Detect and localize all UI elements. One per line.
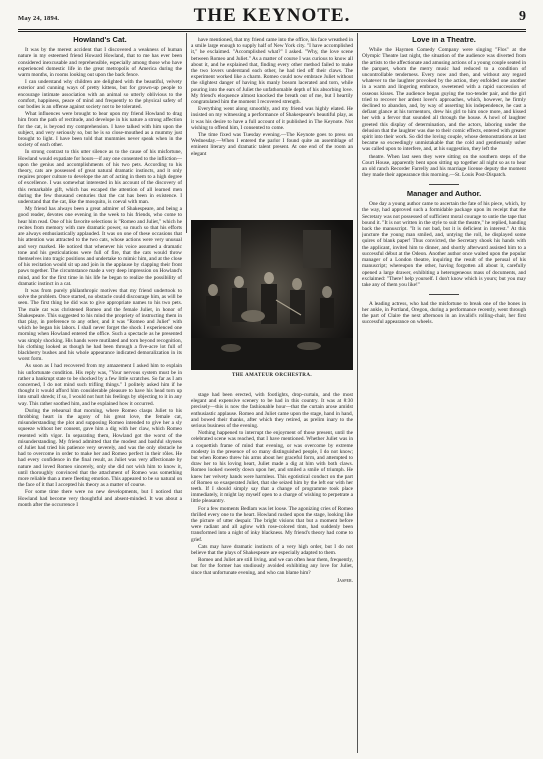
paragraph: The time fixed was Tuesday evening.—The Keynote goes to press on Wednesday.—When I entered the parlor I found quite an assemblage of eminent literary and dramatic talent present. At one end of the room an elegant [191,132,353,157]
paragraph: In strong contrast to this utter silence as to the cause of his misfortune, Howland would expatiate for hours—if any one consented to the infliction—upon the genius and accomplishments of his two pets. According to his theory, cats are possessed of great natural dramatic instincts, and it only requires proper culture to develope the art of acting in them to a high degree of excellence. I was somewhat interested in his account of the discovery of this remarkable gift, which has escaped the attention of all learned men during the few thousand centuries that the cat has been in existence. I understand that the cat, like the mosquito, is coeval with man. [18,149,182,206]
article-heading: Manager and Author. [406,189,482,199]
issue-date: May 24, 1894. [18,15,60,22]
paragraph: theatre. When last seen they were sitting on the southern steps of the Court House, apparently bent upon sitting up together all night so as to hear an old ranch Recorder Farrelly and his marriage license deputy the moment they made their appearance this morning.—St. Louis Post-Dispatch. [362,153,526,179]
section-separator [429,184,459,185]
paragraph: A leading actress, who had the misfortune to break one of the bones in her ankle, in Portland, Oregon, during a performance recently, went through the part of Claire the next afternoon in an invalid's rolling-chair, her first successful appearance on wheels. [362,300,526,326]
article-heading: Love in a Theatre. [412,37,476,44]
paragraph: While the Haymen Comedy Company were singing "Flos" at the Olympic Theatre last night, the situation of the audience was diverted from the artists to the affectionate and amusing actions of a young couple seated in the parquet, whom the merry music had reduced to a condition of uncontrollable tenderness. Every now and then, and without any regard whatever to the laughter provoked by the action, they enfolded one another in a warm and lingering embrace, sweetened with a rapid succession of osseous kisses. The audience began guying the too-tender pair, and the girl tried to recover her ardent lover's approaches, which, however, he firmly declined to abandon, and, by way of asserting his independence, he cast a defiant glance at his tormentors, drew his girl to him once more, and kissed her with a fervor that sounded all through the house. A howl of laughter greeted this display of determination, and the actors, laboring under the delusion that the laughter was due to their comic effects, entered with greater spirit into their work. So did the loving couple, whose demonstrations at last became so exceedingly unmistakable that the cold and gentlemanly usher was called upon to interfere, and, at his suggestion, they left the [362,47,526,153]
article-howlands-cat [18,37,182,755]
paragraph: For a few moments Bedlam was let loose. The agonizing cries of Romeo thrilled every one to the heart. Howland rushed upon the stage, looking like the picture of utter despair. The bright visions that but a moment before were radiant and all aglow with rose-colored tints, had suddenly been transformed into a night of inky blackness. My friend's theory had come to grief. [191,505,353,543]
paragraph: It was from purely philanthropic motives that my friend undertook to solve the problem. Once started, no obstacle could discourage him, as will be seen. The first thing he did was to give appropriate names to his two pets. The male cat was christened Romeo and the female Juliet, in honor of Shakespeare. This suggested to his mind the propriety of instructing them in that play, in preference to any other, and it was "Romeo and Juliet" with which he began his labors. I shall never forget the shock I experienced one morning when Howland entered the office. Such a spectacle as he presented was simply shocking. His hands were mutilated and torn beyond recognition, his clothing looked as though he had been through a five-acre lot full of blackberry bushes and his whole appearance indicated demoralization in its worst form. [18,287,182,363]
paragraph: For some time there were no new developments, but I noticed that Howland had become very thoughtful and absent-minded. It was about a month after the occurrence I [18,489,182,508]
column-divider [357,33,358,753]
paragraph: What influences were brought to bear upon my friend Howland to drag him from the path of rectitude, and develope in his nature a strong affection for the cat, is beyond my comprehension. I have talked with him upon the subject, and very seriously so, but he is so close-mouthed as a mummy just brought to light. I have been told that mummies never speak when in the society of each other. [18,111,182,149]
paragraph: As soon as I had recovered from my amazement I asked him to explain his unfortunate condition. His reply was, "Your nervous system must be in rather a bankrupt state to be shocked by a few little scratches. So far as I am concerned, I do not mind such trifling things." I politely asked him if he thought it would afford him considerable pleasure to have his head torn up into small shreds; if so, I would not hurt his feelings by objecting to it in any way. This rather soothed him, and he explained how it occurred. [18,363,182,407]
paragraph: Nothing happened to interrupt the enjoyment of those present, until the celebrated scene was reached, that I have mentioned. Whether Juliet was in a coquettish frame of mind that evening, or was overcome by extreme modesty in the presence of so many distinguished people, I do not know; but when Romeo threw his arms about her graceful form, and attempted to draw her to his loving heart, Juliet made a dig at him with both claws. Romeo looked sweetly down upon her, and smiled a smile of triumph. He knew her velvety hands were harmless. This egotistical conduct on the part of Romeo so exasperated Juliet, that she seized him by the left ear with her teeth. If I should simply say that a change of programme took place immediately, it might lay myself open to a charge of wishing to perpetrate a little pleasantry. [191,430,353,505]
column-divider [186,33,187,233]
paragraph: One day a young author came to ascertain the fate of his piece, which, by the way, had approved such a formidable package upon its receipt that the Secretary was not possessed of sufficient moral courage to untie the tape that bound it. "It is not written in the style to suit the theatre," he replied, handing back the manuscript. "It is not bad, but it is deficient in interest." At this juncture the young man smiled, and, untying the roll, he displayed some quires of blank paper! Thus convicted, the Secretary shook his hands with the applicant, invited him to dinner, and shortly afterward assisted him to a successful début at the Odeon. Another author once waited upon the popular manager of a London theatre, inquiring the result of the perusal of his manuscript; whereupon the other, having forgotten all about it, carefully opened a large drawer, exhibiting a heterogeneous mass of documents, and exclaimed: "There! help yourself. I don't know which is yours; but you may take any of them you like!" [362,201,526,288]
article-heading: Howland's Cat. [73,37,127,44]
article-continuation-top [191,37,353,217]
header-rule-thin [18,31,526,32]
photo-caption: THE AMATEUR ORCHESTRA. [232,373,312,378]
paragraph: My friend has always been a great admirer of Shakespeare, and being a good reader, devotes one evening in the week to his friends, who come to hear him read. One of his favorite selections is "Romeo and Juliet," which he recites from memory with rare dramatic power, so much so that his efforts are always enthusiastically applauded. It was on one of these occasions that his attention was attracted to the two cats, whose actions were very unusual and very marked. He noticed that whenever his voice assumed a dramatic tone and his gesticulations were full of fire, that the cats would throw themselves into tragic positions and undertake to mimic him, and at the close of his recitation would sit up and join in the applause by clapping their front paws together. The circumstance made a very deep impression on Howland's mind, and for the first time in his life he began to realize the possibility of dramatic instinct in a cat. [18,206,182,287]
page-number: 9 [519,9,526,24]
header-rule [18,29,526,30]
orchestra-photo [191,220,353,370]
paragraph: have mentioned, that my friend came into the office, his face wreathed in a smile large enough to supply half of New York city. "I have accomplished it," he exclaimed. "Accomplished what?" I asked. "Why, the love scene between Romeo and Juliet." As a matter of course I was curious to know all about it, and he explained that, finding every other method failed to make the two lovers understand each other, he had tied off their claws. The experiment worked like a charm. Romeo could now embrace Juliet without the slightest danger of having his manly bosom lacerated and torn, while pouring into the ears of Juliet the unfathomable depth of his absorbing love. My friend's eloquence almost knocked the breath out of me, but I heartily congratulated him the moment I recovered strength. [191,37,353,106]
masthead [18,5,526,29]
paragraph: Everything went along smoothly, and my friend was highly elated. He insisted on my witnessing a performance of Shakespeare's beautiful play, as it was his desire to have a full account of it published in The Keynote. Not wishing to offend him, I consented to come. [191,106,353,131]
paragraph: It was by the merest accident that I discovered a weakness of human nature in my esteemed friend Howard Howland, that to me has ever been considered inexcusable and reprehensible, especially among those who have experienced domestic life in the great metropolis of America during the warm months, in rooms looking out upon the back fence. [18,47,182,79]
paragraph: During the rehearsal that morning, where Romeo clasps Juliet to his throbbing heart in the agony of his great love, the female cat, misunderstanding the plot and supposing Romeo intended to give her a sly squeeze without her consent, gave him a dig with her claw, which Romeo resented with vigor. In separating them, Howland got the worst of the misunderstanding. My friend admitted that the modest and bashful shyness of Juliet had tried his patience very severely, and was the only obstacle he had to overcome in order to make her and Romeo perfect in their rôles. He had every confidence in the final result, as Juliet was very affectionate by nature and loved Romeo sincerely, only she did not wish him to know it, until thoroughly convinced that the attachment of Romeo was something more reliable than a mere fleeting emotion. This appeared to be so natural on the face of it that I accepted his theory as a matter of course. [18,407,182,489]
author-signature: Jasper. [337,577,353,584]
publication-title: THE KEYNOTE. [193,5,351,26]
orchestra-photo-graphic [191,220,353,370]
photo-figure [191,220,353,388]
section-separator [429,294,459,295]
paragraph: stage had been erected, with footlights, drop-curtain, and the most elegant and expensive scenery to be had in this country. It was at 8:30 precisely—this is now the fashionable hour—that the curtain arose amidst enthusiastic applause. Romeo and Juliet came upon the stage, hand in hand, and bowed their thanks, after which they retired, as prelim inary to the serious business of the evening. [191,392,353,430]
paragraph: Cats may have dramatic instincts of a very high order, but I do not believe that the plays of Shakespeare are especially adapted to them. [191,543,353,557]
paragraph: I can understand why children are delighted with the beautiful, velvety exterior and cunning ways of pretty kittens, but for grown-up people to encourage intimate association with an animal so utterly oblivious to the comfort, happiness, peace of mind and frequently to the physical safety of our bodies is an offense against society not to be tolerated. [18,79,182,111]
paragraph: Romeo and Juliet are still living, and we can often hear them, frequently, but for the former has studiously avoided exhibiting any love for Juliet, since that unfortunate evening, and who can blame him? [191,557,353,576]
column-three [362,37,526,755]
article-continuation-bottom [191,392,353,722]
